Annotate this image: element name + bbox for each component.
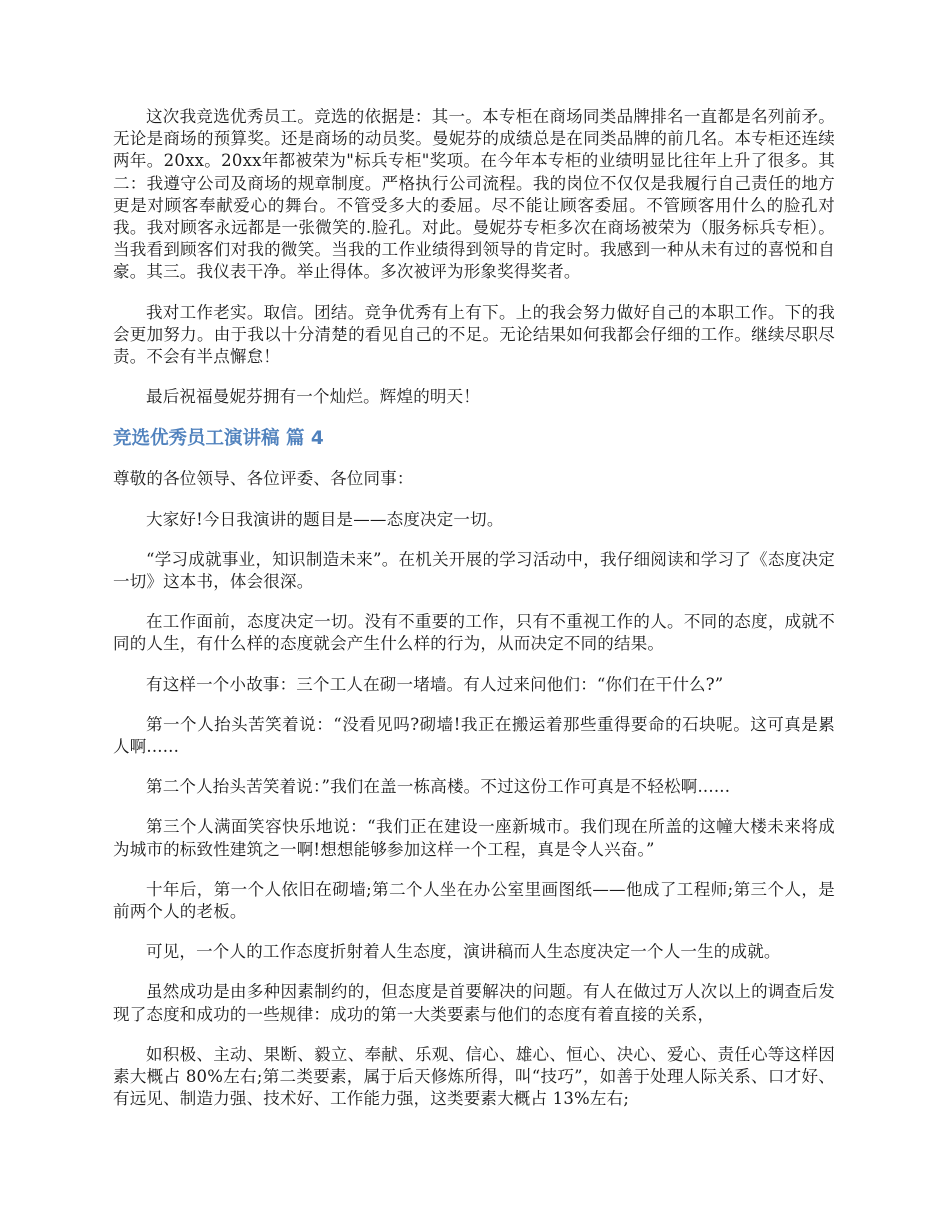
paragraph: 虽然成功是由多种因素制约的，但态度是首要解决的问题。有人在做过万人次以上的调查后发现了态度和成功的一些规律：成功的第一大类要素与他们的态度有着直接的关系，	[113, 982, 835, 1024]
salutation: 尊敬的各位领导、各位评委、各位同事：	[113, 469, 414, 489]
paragraph: 如积极、主动、果断、毅立、奉献、乐观、信心、雄心、恒心、决心、爱心、责任心等这样因素大概占 80%左右;第二类要素，属于后天修炼所得，叫“技巧”，如善于处理人际关系、口才好、有远见、制造力强、技术好、工作能力强，这类要素大概占 13%左右;	[113, 1044, 835, 1109]
paragraph: 最后祝福曼妮芬拥有一个灿烂。辉煌的明天！	[146, 387, 480, 407]
paragraph: 可见，一个人的工作态度折射着人生态度，演讲稿而人生态度决定一个人一生的成就。	[146, 942, 781, 962]
paragraph: 这次我竞选优秀员工。竞选的依据是：其一。本专柜在商场同类品牌排名一直都是名列前矛。无论是商场的预算奖。还是商场的动员奖。曼妮芬的成绩总是在同类品牌的前几名。本专柜还连续两年。20xx。20xx年都被荣为"标兵专柜"奖项。在今年本专柜的业绩明显比往年上升了很多。其二：我遵守公司及商场的规章制度。严格执行公司流程。我的岗位不仅仅是我履行自己责任的地方更是对顾客奉献爱心的舞台。不管受多大的委屈。尽不能让顾客委屈。不管顾客用什么的脸孔对我。我对顾客永远都是一张微笑的.脸孔。对此。曼妮芬专柜多次在商场被荣为（服务标兵专柜）。当我看到顾客们对我的微笑。当我的工作业绩得到领导的肯定时。我感到一种从未有过的喜悦和自豪。其三。我仪表干净。举止得体。多次被评为形象奖得奖者。	[113, 107, 835, 282]
paragraph: “学习成就事业，知识制造未来”。在机关开展的学习活动中，我仔细阅读和学习了《态度决定一切》这本书，体会很深。	[113, 549, 835, 592]
paragraph: 第二个人抬头苦笑着说：”我们在盖一栋高楼。不过这份工作可真是不轻松啊......	[146, 777, 731, 797]
paragraph: 我对工作老实。取信。团结。竞争优秀有上有下。上的我会努力做好自己的本职工作。下的我会更加努力。由于我以十分清楚的看见自己的不足。无论结果如何我都会仔细的工作。继续尽职尽责。不会有半点懈怠！	[113, 302, 835, 367]
paragraph: 十年后，第一个人依旧在砌墙;第二个人坐在办公室里画图纸——他成了工程师;第三个人，是前两个人的老板。	[113, 879, 835, 922]
section-heading: 竞选优秀员工演讲稿 篇 4	[113, 428, 324, 450]
paragraph: 第三个人满面笑容快乐地说：“我们正在建设一座新城市。我们现在所盖的这幢大楼未来将成为城市的标致性建筑之一啊!想想能够参加这样一个工程，真是令人兴奋。”	[113, 817, 835, 859]
paragraph: 第一个人抬头苦笑着说：“没看见吗?砌墙!我正在搬运着那些重得要命的石块呢。这可真是累人啊......	[113, 714, 835, 757]
paragraph: 大家好!今日我演讲的题目是——态度决定一切。	[146, 509, 504, 529]
paragraph: 在工作面前，态度决定一切。没有不重要的工作，只有不重视工作的人。不同的态度，成就不同的人生，有什么样的态度就会产生什么样的行为，从而决定不同的结果。	[113, 612, 835, 654]
document-body	[113, 106, 835, 1129]
paragraph: 有这样一个小故事：三个工人在砌一堵墙。有人过来问他们：“你们在干什么?”	[146, 674, 724, 694]
